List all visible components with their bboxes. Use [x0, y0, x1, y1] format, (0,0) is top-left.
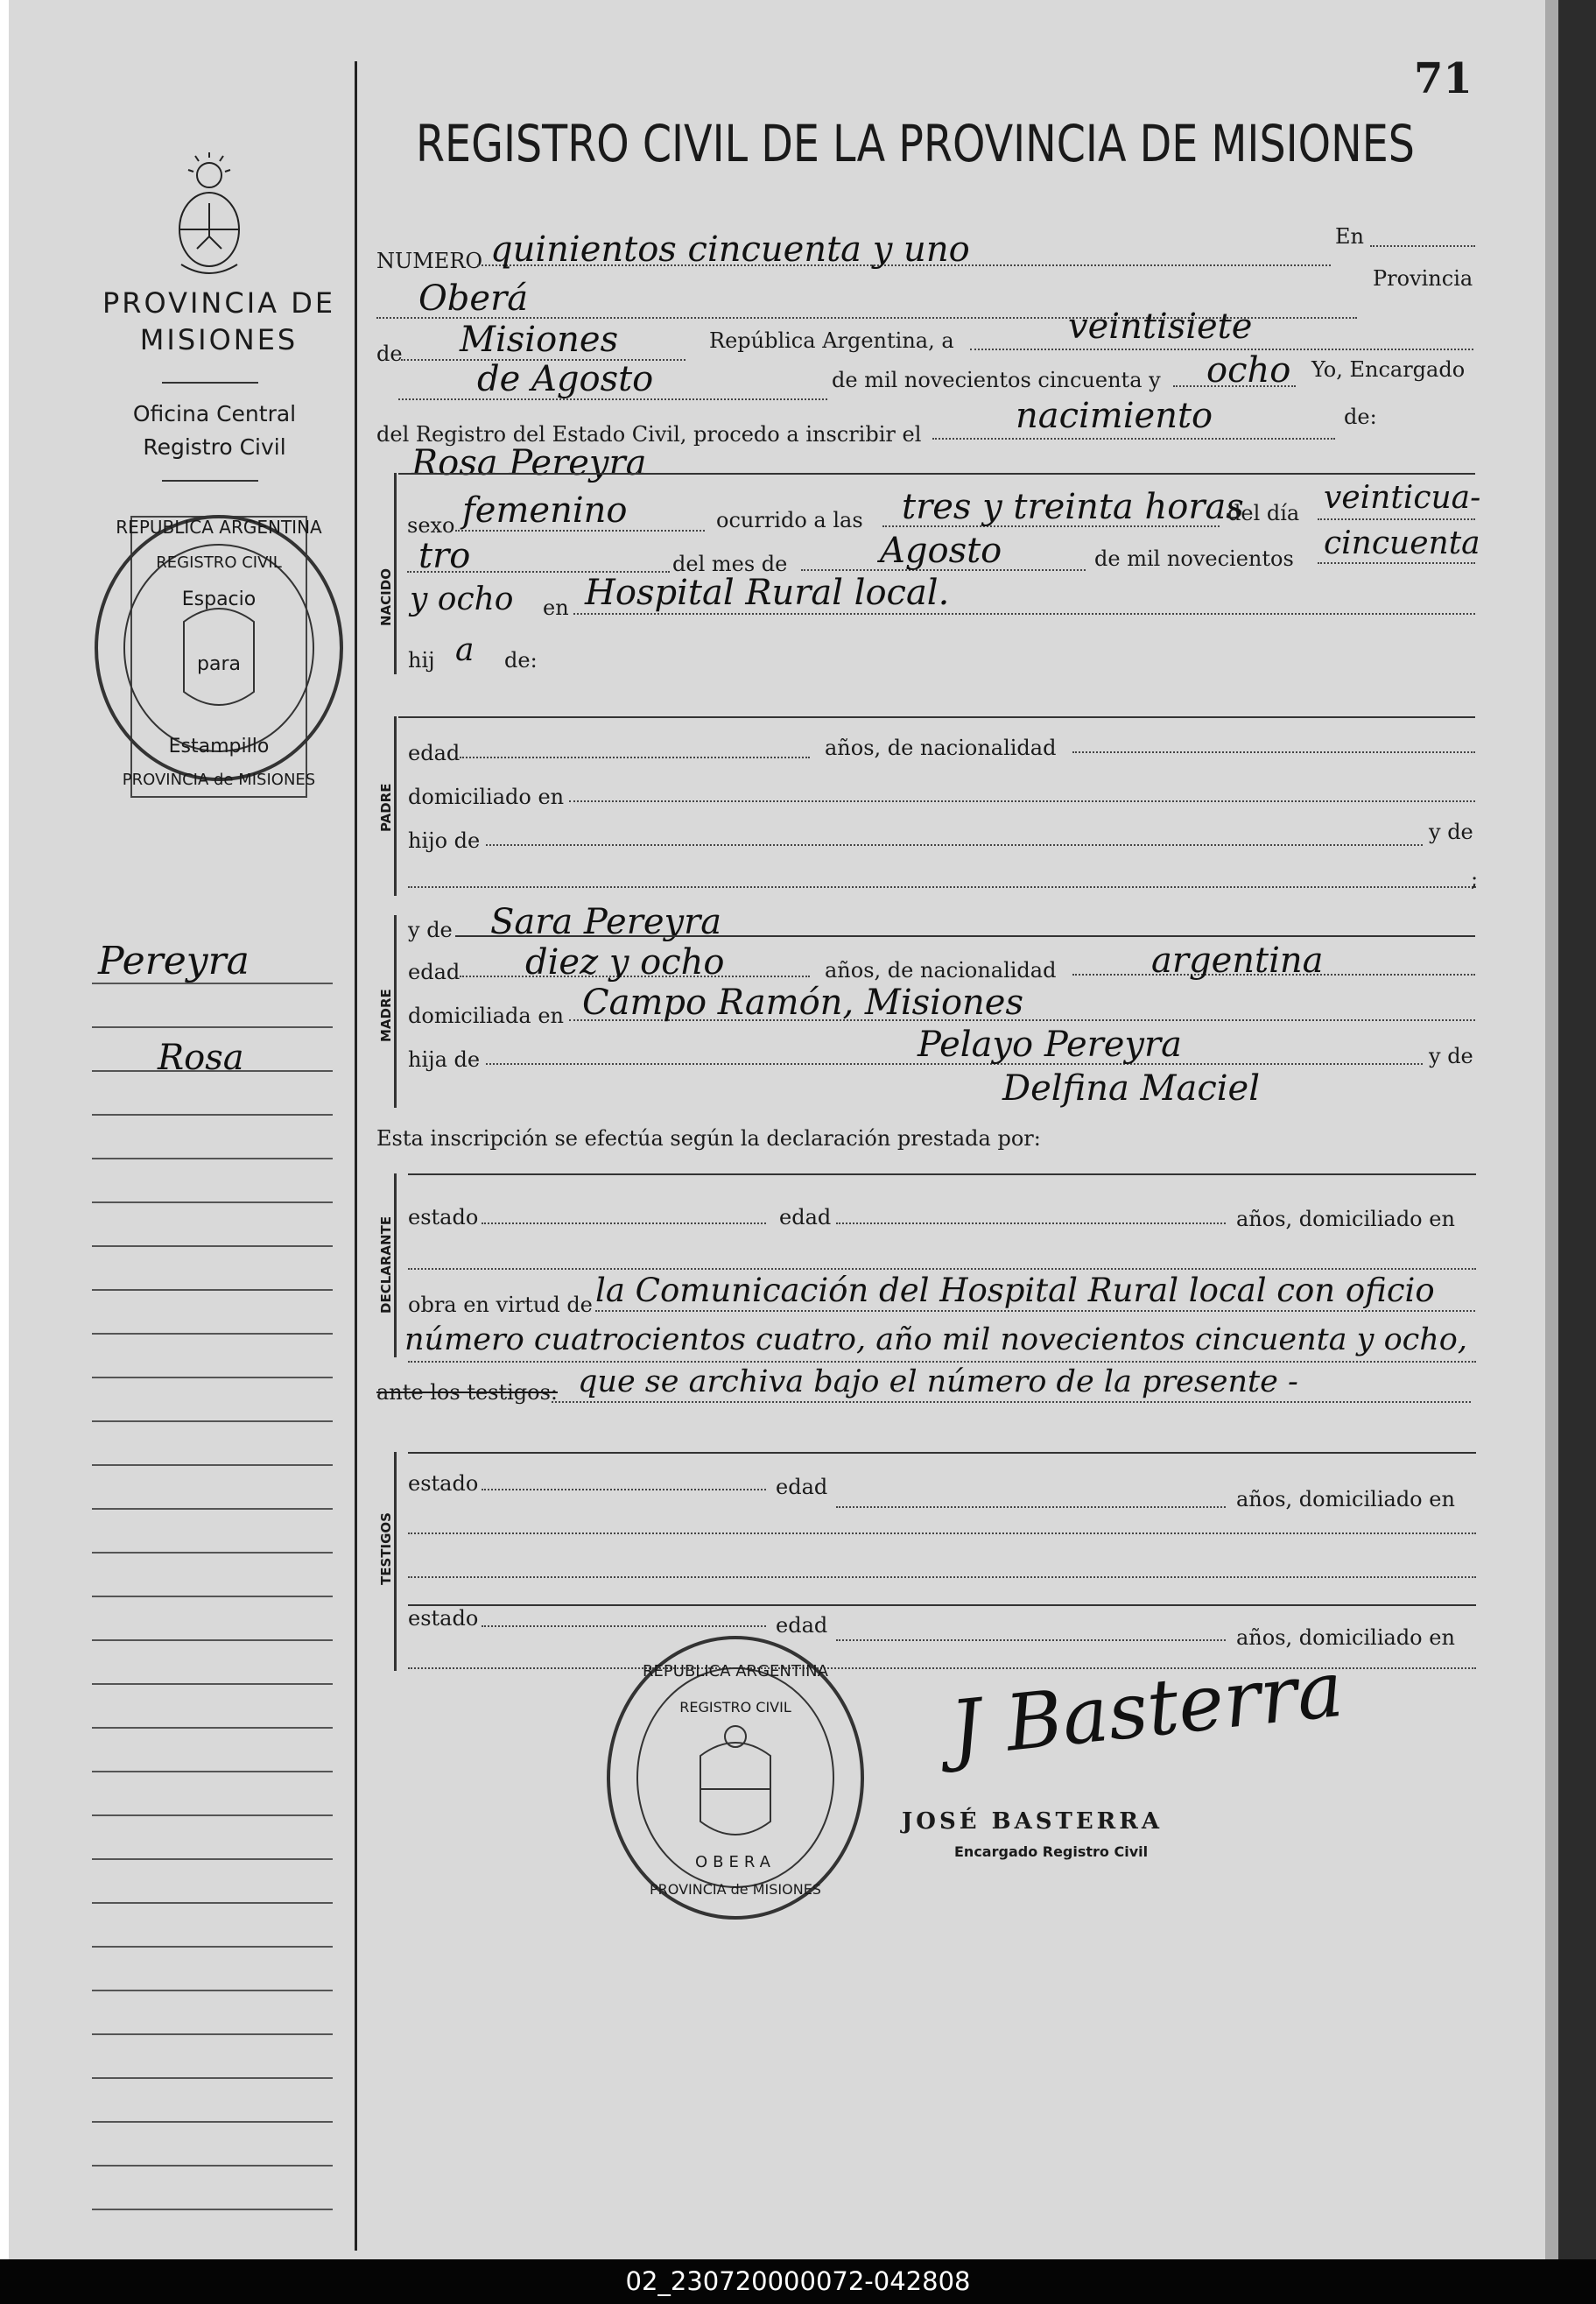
hij-value: a [455, 632, 475, 668]
dia-value-cont: tro [418, 536, 471, 576]
margin-given-name: Rosa [158, 1038, 244, 1078]
page-edge [1545, 0, 1558, 2259]
stamp-label-para: para [197, 653, 241, 675]
stamp-ring-inner: REGISTRO CIVIL [156, 553, 282, 572]
section-label-declarante: DECLARANTE [378, 1215, 394, 1314]
dia-value: veinticua- [1324, 480, 1481, 516]
hora-value: tres y treinta horas [902, 487, 1244, 527]
numero-label: NUMERO [376, 249, 483, 273]
page-title: REGISTRO CIVIL DE LA PROVINCIA DE MISIONES [416, 114, 1415, 173]
en-label: En [1335, 224, 1364, 249]
testigo2-estado-label: estado [408, 1606, 479, 1631]
mes-value: Agosto [880, 531, 1002, 571]
registrar-role: Encargado Registro Civil [954, 1843, 1149, 1860]
left-province-name: PROVINCIA DE MISIONES [102, 286, 336, 356]
stamp-label-espacio: Espacio [181, 588, 257, 610]
declarante-anios-label: años, domiciliado en [1236, 1207, 1455, 1231]
madre-y-de-label: y de [1429, 1044, 1473, 1068]
padre-y-de-label: y de [1429, 820, 1473, 844]
left-office-line1: Oficina Central [132, 401, 297, 426]
section-label-testigos: TESTIGOS [378, 1512, 394, 1585]
madre-yde-label: y de [408, 918, 453, 942]
day-value: veintisiete [1068, 306, 1253, 347]
madre-anios-label: años, de nacionalidad [825, 958, 1057, 983]
madre-nacionalidad-value: argentina [1151, 941, 1324, 981]
month-value: de Agosto [477, 359, 654, 399]
testigo2-anios-label: años, domiciliado en [1236, 1625, 1455, 1650]
madre-domicilio-value: Campo Ramón, Misiones [582, 983, 1023, 1023]
ocurrido-label: ocurrido a las [716, 508, 863, 532]
provincia-label: Provincia [1373, 266, 1473, 291]
padre-hijo-label: hijo de [408, 828, 481, 853]
testigo1-anios-label: años, domiciliado en [1236, 1487, 1455, 1511]
testigo1-edad-label: edad [776, 1475, 828, 1499]
column-divider [355, 61, 357, 2251]
seal-ring-inner: REGISTRO CIVIL [679, 1699, 791, 1716]
declarante-estado-label: estado [408, 1205, 479, 1230]
de-colon-label: de: [1344, 405, 1377, 429]
section-label-padre: PADRE [378, 783, 394, 832]
hij-label: hij [408, 648, 435, 673]
testigos-struck: ante los testigos: [376, 1380, 559, 1405]
book-spine [1558, 0, 1596, 2259]
province-value: Misiones [460, 320, 619, 360]
stamp-ring-bottom: PROVINCIA de MISIONES [122, 771, 316, 789]
page-number: 71 [1414, 54, 1473, 103]
mes-label: del mes de [672, 552, 788, 576]
encargado-label: Yo, Encargado [1311, 357, 1466, 382]
image-id-footer: 02_230720000072-042808 [0, 2259, 1596, 2304]
seal-ring-top: REPUBLICA ARGENTINA [643, 1662, 828, 1680]
hij-de-label: de: [504, 648, 538, 673]
left-divider-2 [162, 480, 258, 482]
section-label-nacido: NACIDO [378, 568, 394, 626]
padre-semicolon: ; [1471, 867, 1479, 891]
left-office-line2: Registro Civil [143, 434, 286, 460]
madre-madre-value: Delfina Maciel [1002, 1068, 1261, 1109]
testigo2-edad-label: edad [776, 1613, 828, 1638]
seal-city: OBERA [695, 1853, 776, 1871]
anio-value: cincuenta [1324, 525, 1480, 561]
obra-value: la Comunicación del Hospital Rural local con oficio [595, 1272, 1435, 1309]
mil-label: de mil novecientos cincuenta y [832, 368, 1161, 392]
dia-label: del día [1227, 501, 1300, 525]
stamp-label-estampillo: Estampillo [168, 736, 270, 757]
registro-label: del Registro del Estado Civil, procedo a inscribir el [376, 422, 922, 447]
section-label-madre: MADRE [378, 989, 394, 1042]
madre-edad-value: diez y ocho [525, 942, 725, 983]
numero-value: quinientos cincuenta y uno [490, 229, 970, 270]
en-place-label: en [543, 595, 569, 620]
madre-domicilio-label: domiciliada en [408, 1004, 564, 1028]
declarante-obra-label: obra en virtud de [408, 1293, 593, 1317]
madre-edad-label: edad [408, 960, 461, 984]
margin-surname: Pereyra [98, 939, 250, 983]
mil-novecientos-label: de mil novecientos [1094, 546, 1294, 571]
child-name: Rosa Pereyra [411, 443, 647, 483]
padre-domicilio-label: domiciliado en [408, 785, 565, 809]
madre-padre-value: Pelayo Pereyra [918, 1025, 1182, 1065]
year-value: ocho [1206, 350, 1291, 391]
padre-edad-label: edad [408, 741, 461, 765]
de-label: de [376, 342, 403, 366]
registrar-name: JOSÉ BASTERRA [902, 1808, 1164, 1835]
republica-label: República Argentina, a [709, 328, 954, 353]
stamp-ring-top: REPUBLICA ARGENTINA [116, 517, 322, 538]
mother-name: Sara Pereyra [490, 902, 722, 942]
declaracion-text: Esta inscripción se efectúa según la declaración prestada por: [376, 1126, 1041, 1151]
seal-ring-bottom: PROVINCIA de MISIONES [650, 1881, 821, 1898]
sexo-value: femenino [462, 490, 628, 531]
left-divider [162, 382, 258, 384]
obra-value-cont: número cuatrocientos cuatro, año mil novecientos cincuenta y ocho, [404, 1322, 1467, 1357]
lugar-value: Hospital Rural local. [585, 573, 950, 613]
anio-value-cont: y ocho [410, 581, 514, 617]
sexo-label: sexo [407, 513, 455, 538]
registrar-signature: J Basterra [946, 1643, 1347, 1775]
coat-of-arms-icon [171, 151, 248, 282]
act-value: nacimiento [1016, 396, 1213, 436]
padre-anios-label: años, de nacionalidad [825, 736, 1057, 760]
archiva-value: que se archiva bajo el número de la presente - [578, 1364, 1298, 1399]
declarante-edad-label: edad [779, 1205, 832, 1230]
testigo1-estado-label: estado [408, 1471, 479, 1496]
city-value: Oberá [418, 278, 529, 319]
madre-hija-label: hija de [408, 1047, 481, 1072]
